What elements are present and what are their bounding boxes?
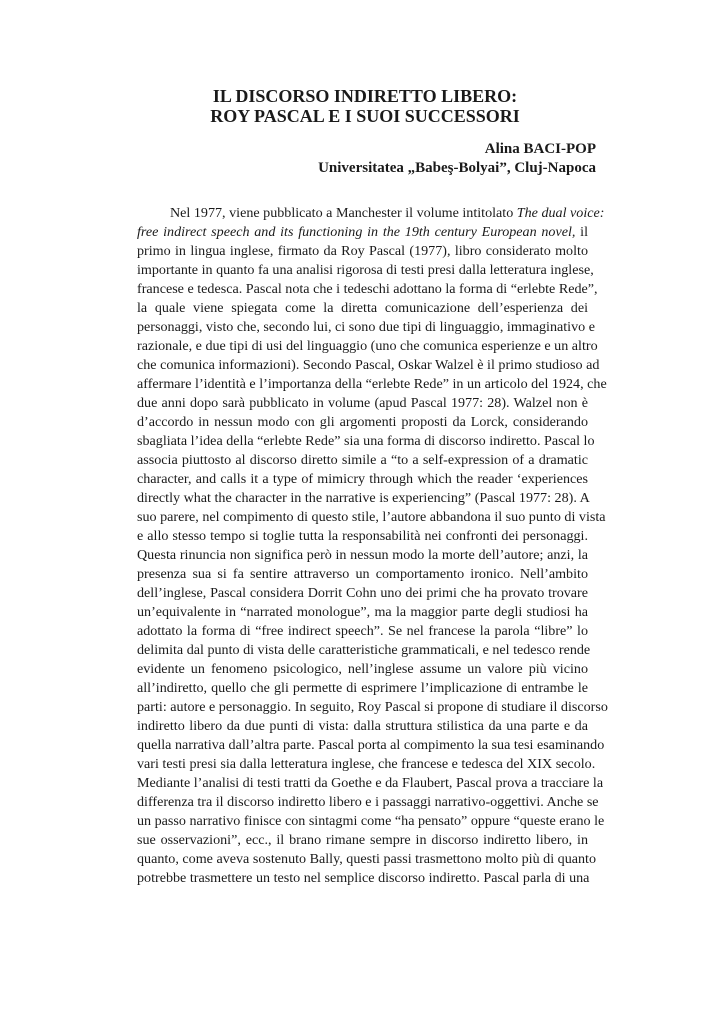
- body-line: due anni dopo sarà pubblicato in volume (apud Pascal 1977: 28). Walzel non è: [137, 395, 588, 411]
- body-line: Questa rinuncia non significa però in nessun modo la morte dell’autore; anzi, la: [137, 547, 588, 563]
- author-affiliation: Universitatea „Babeş-Bolyai”, Cluj-Napoca: [318, 160, 596, 176]
- book-title-italic: The dual voice:: [516, 205, 605, 221]
- body-line: primo in lingua inglese, firmato da Roy Pascal (1977), libro considerato molto: [137, 243, 588, 259]
- body-line: associa piuttosto al discorso diretto simile a “to a self-expression of a dramatic: [137, 452, 588, 468]
- body-line: parti: autore e personaggio. In seguito, Roy Pascal si propone di studiare il discorso: [137, 699, 608, 715]
- body-line: free indirect speech and its functioning in the 19th century European novel, il: [137, 224, 589, 240]
- body-line: razionale, e due tipi di usi del linguaggio (uno che comunica esperienze e un altro: [137, 338, 598, 354]
- body-line: potrebbe trasmettere un testo nel semplice discorso indiretto. Pascal parla di una: [137, 870, 590, 886]
- body-line: personaggi, visto che, secondo lui, ci sono due tipi di linguaggio, immaginativo e: [137, 319, 595, 335]
- body-line: character, and calls it a type of mimicry through which the reader ‘experiences: [137, 471, 588, 487]
- body-line: affermare l’identità e l’importanza della “erlebte Rede” in un articolo del 1924, che: [137, 376, 607, 392]
- body-line: d’accordo in nessun modo con gli argomenti proposti da Lorck, considerando: [137, 414, 588, 430]
- author-name: Alina BACI-POP: [484, 141, 596, 157]
- body-line: Nel 1977, viene pubblicato a Manchester il volume intitolato The dual voice:: [170, 205, 605, 221]
- body-line: la quale viene spiegata come la diretta comunicazione dell’esperienza dei: [137, 300, 588, 316]
- body-line: quella narrativa dall’altra parte. Pascal porta al compimento la sua tesi esaminando: [137, 737, 605, 753]
- body-line: presenza sua si fa sentire attraverso un comportamento ironico. Nell’ambito: [137, 566, 588, 582]
- body-line: sbagliata l’idea della “erlebte Rede” sia una forma di discorso indiretto. Pascal lo: [137, 433, 595, 449]
- body-paragraph: [137, 204, 608, 888]
- body-line: evidente un fenomeno psicologico, nell’inglese assume un valore più vicino: [137, 661, 588, 677]
- body-line: un’equivalente in “narrated monologue”, ma la maggior parte degli studiosi ha: [137, 604, 588, 620]
- author-block: [318, 140, 596, 178]
- body-line: un passo narrativo finisce con sintagmi come “ha pensato” oppure “queste erano le: [137, 813, 605, 829]
- body-line: adottato la forma di “free indirect speech”. Se nel francese la parola “libre” lo: [137, 623, 588, 639]
- body-line: vari testi presi sia dalla letteratura inglese, che francese e tedesca del XIX secolo.: [137, 756, 596, 772]
- body-line: quanto, come aveva sostenuto Bally, questi passi trasmettono molto più di quanto: [137, 851, 597, 867]
- book-title-italic: free indirect speech and its functioning in the 19th century European novel,: [137, 224, 576, 240]
- body-line: suo parere, nel compimento di questo stile, l’autore abbandona il suo punto di vista: [137, 509, 606, 525]
- body-line: indiretto libero da due punti di vista: dalla struttura stilistica da una parte e da: [137, 718, 588, 734]
- body-line: all’indiretto, quello che gli permette di esprimere l’implicazione di entrambe le: [137, 680, 588, 696]
- body-line: delimita dal punto di vista delle caratteristiche grammaticali, e nel tedesco rende: [137, 642, 591, 658]
- body-line: e allo stesso tempo si toglie tutta la responsabilità nei confronti dei personaggi.: [137, 528, 588, 544]
- body-line: dell’inglese, Pascal considera Dorrit Cohn uno dei primi che ha provato trovare: [137, 585, 588, 601]
- title-line-2: ROY PASCAL E I SUOI SUCCESSORI: [210, 106, 520, 126]
- title-line-1: IL DISCORSO INDIRETTO LIBERO:: [212, 86, 518, 106]
- body-line: directly what the character in the narrative is experiencing” (Pascal 1977: 28). A: [137, 490, 590, 506]
- body-line: sue osservazioni”, ecc., il brano rimane sempre in discorso indiretto libero, in: [137, 832, 588, 848]
- body-line: che comunica informazioni). Secondo Pascal, Oskar Walzel è il primo studioso ad: [137, 357, 600, 373]
- body-line: francese e tedesca. Pascal nota che i tedeschi adottano la forma di “erlebte Rede”,: [137, 281, 598, 297]
- body-line: differenza tra il discorso indiretto libero e i passaggi narrativo-oggettivi. Anche se: [137, 794, 599, 810]
- body-line: importante in quanto fa una analisi rigorosa di testi presi dalla letteratura inglese,: [137, 262, 594, 278]
- body-line: Mediante l’analisi di testi tratti da Goethe e da Flaubert, Pascal prova a tracciare la: [137, 775, 604, 791]
